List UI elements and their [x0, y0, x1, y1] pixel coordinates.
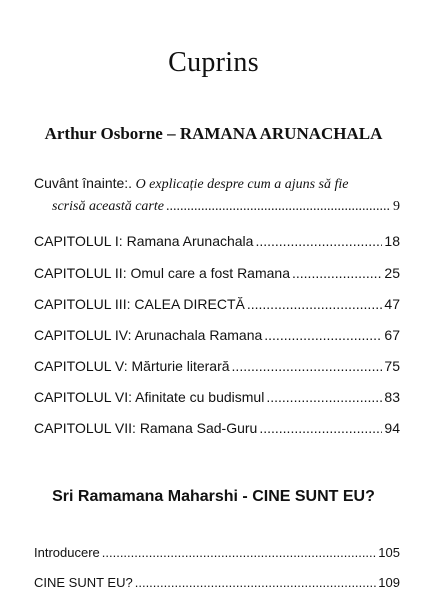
toc-page-number: 75	[384, 358, 400, 374]
foreword-prefix: Cuvânt înainte:.	[34, 175, 133, 191]
toc-entry-label: CINE SUNT EU?	[34, 575, 133, 590]
toc-entry-label: CAPITOLUL I: Ramana Arunachala	[34, 233, 254, 249]
dot-leader	[102, 545, 377, 560]
toc-page-number: 9	[393, 199, 400, 214]
dot-leader	[259, 420, 382, 436]
dot-leader	[255, 233, 382, 249]
toc-entry-label: Introducere	[34, 545, 100, 560]
toc-page-number: 94	[384, 420, 400, 436]
toc-entry-chapter-5[interactable]	[34, 358, 400, 374]
dot-leader	[292, 265, 382, 281]
dot-leader	[232, 358, 383, 374]
toc-entry-label: CAPITOLUL III: CALEA DIRECTĂ	[34, 296, 245, 312]
toc-entry-label: CAPITOLUL II: Omul care a fost Ramana	[34, 265, 290, 281]
toc-entry-label: CAPITOLUL IV: Arunachala Ramana	[34, 327, 263, 343]
toc-page-number: 67	[384, 327, 400, 343]
toc-page-number: 83	[384, 389, 400, 405]
toc-entry-cine-sunt-eu[interactable]	[34, 575, 400, 590]
toc-page-number: 109	[378, 575, 400, 590]
toc-entry-label: CAPITOLUL V: Mărturie literară	[34, 358, 230, 374]
toc-page-number: 18	[384, 233, 400, 249]
toc-entry-label: CAPITOLUL VII: Ramana Sad-Guru	[34, 420, 258, 436]
toc-page-number: 105	[378, 545, 400, 560]
toc-entry-label: scrisă această carte	[52, 199, 164, 214]
toc-entry-chapter-4[interactable]	[34, 327, 400, 343]
toc-entry-introducere[interactable]	[34, 545, 400, 560]
section-heading-ramana-arunachala: Arthur Osborne – RAMANA ARUNACHALA	[44, 124, 383, 143]
foreword-title-part1: O explicație despre cum a ajuns să fie	[132, 177, 349, 192]
toc-entry-chapter-6[interactable]	[34, 389, 400, 405]
toc-entry-chapter-3[interactable]	[34, 296, 400, 312]
toc-page-number: 47	[384, 296, 400, 312]
toc-entry-chapter-2[interactable]	[34, 265, 400, 281]
toc-page-number: 25	[384, 265, 400, 281]
section-heading-cine-sunt-eu: Sri Ramamana Maharshi - CINE SUNT EU?	[52, 488, 375, 505]
toc-entry-chapter-7[interactable]	[34, 420, 400, 436]
page-title: Cuprins	[168, 46, 259, 78]
dot-leader	[166, 199, 391, 215]
toc-entry-chapter-1[interactable]	[34, 233, 400, 249]
dot-leader	[135, 575, 377, 590]
toc-entry-foreword[interactable]	[52, 199, 400, 215]
toc-entry-foreword-line1	[34, 175, 349, 193]
toc-entry-label: CAPITOLUL VI: Afinitate cu budismul	[34, 389, 265, 405]
dot-leader	[264, 327, 382, 343]
dot-leader	[266, 389, 382, 405]
dot-leader	[247, 296, 383, 312]
